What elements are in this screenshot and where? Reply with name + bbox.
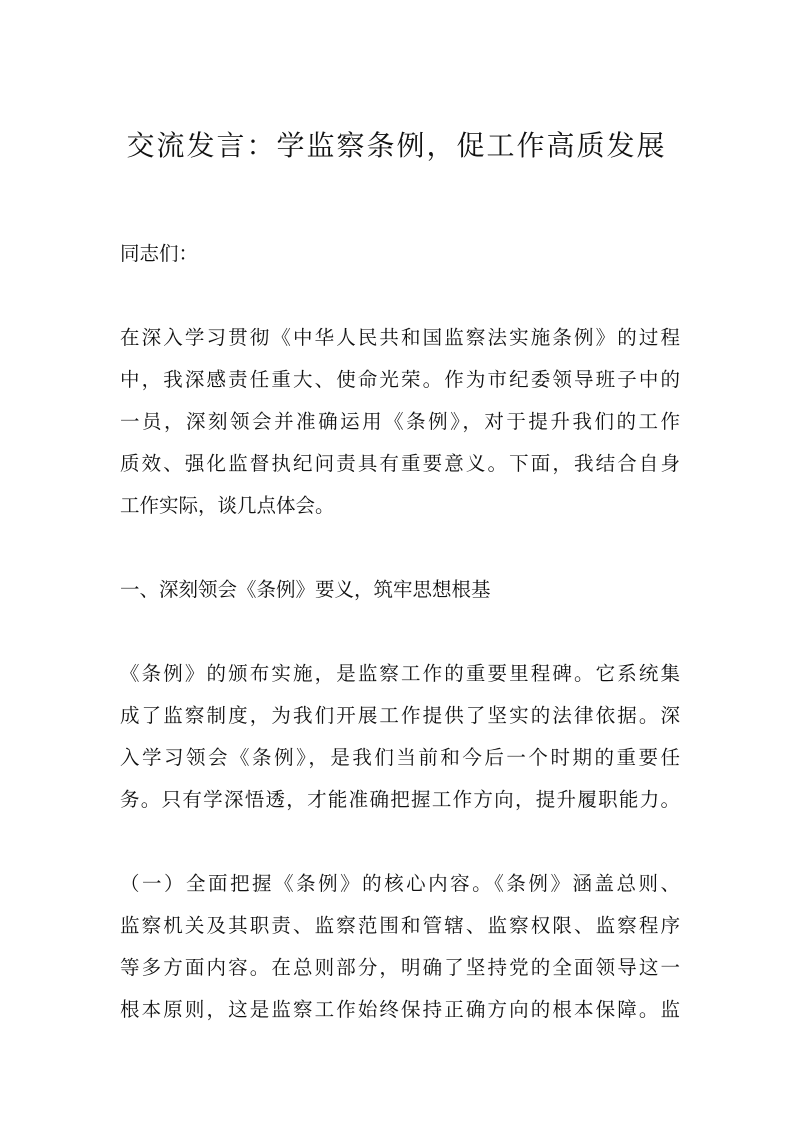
paragraph-line: 务。只有学深悟透，才能准确把握工作方向，提升履职能力。: [120, 788, 680, 811]
paragraph-line: 成了监察制度，为我们开展工作提供了坚实的法律依据。深: [120, 704, 680, 727]
paragraph-line: 《条例》的颁布实施，是监察工作的重要里程碑。它系统集: [120, 662, 680, 685]
paragraph-line: 入学习领会《条例》，是我们当前和今后一个时期的重要任: [120, 746, 680, 769]
paragraph-line: 监察机关及其职责、监察范围和管辖、监察权限、监察程序: [120, 914, 680, 937]
paragraph-line: 一员，深刻领会并准确运用《条例》，对于提升我们的工作: [120, 410, 680, 433]
paragraph-line: 根本原则，这是监察工作始终保持正确方向的根本保障。监: [120, 998, 680, 1021]
salutation: 同志们：: [120, 242, 199, 265]
paragraph-line: （一）全面把握《条例》的核心内容。《条例》涵盖总则、: [120, 872, 680, 895]
paragraph-line: 中，我深感责任重大、使命光荣。作为市纪委领导班子中的: [120, 368, 680, 391]
paragraph-line: 等多方面内容。在总则部分，明确了坚持党的全面领导这一: [120, 956, 680, 979]
paragraph-line: 工作实际，谈几点体会。: [120, 494, 335, 517]
section-heading-1: 一、深刻领会《条例》要义，筑牢思想根基: [120, 578, 491, 601]
paragraph-line: 在深入学习贯彻《中华人民共和国监察法实施条例》的过程: [120, 326, 680, 349]
paragraph-line: 质效、强化监督执纪问责具有重要意义。下面，我结合自身: [120, 452, 680, 475]
document-title: 交流发言：学监察条例，促工作高质发展: [126, 129, 667, 162]
